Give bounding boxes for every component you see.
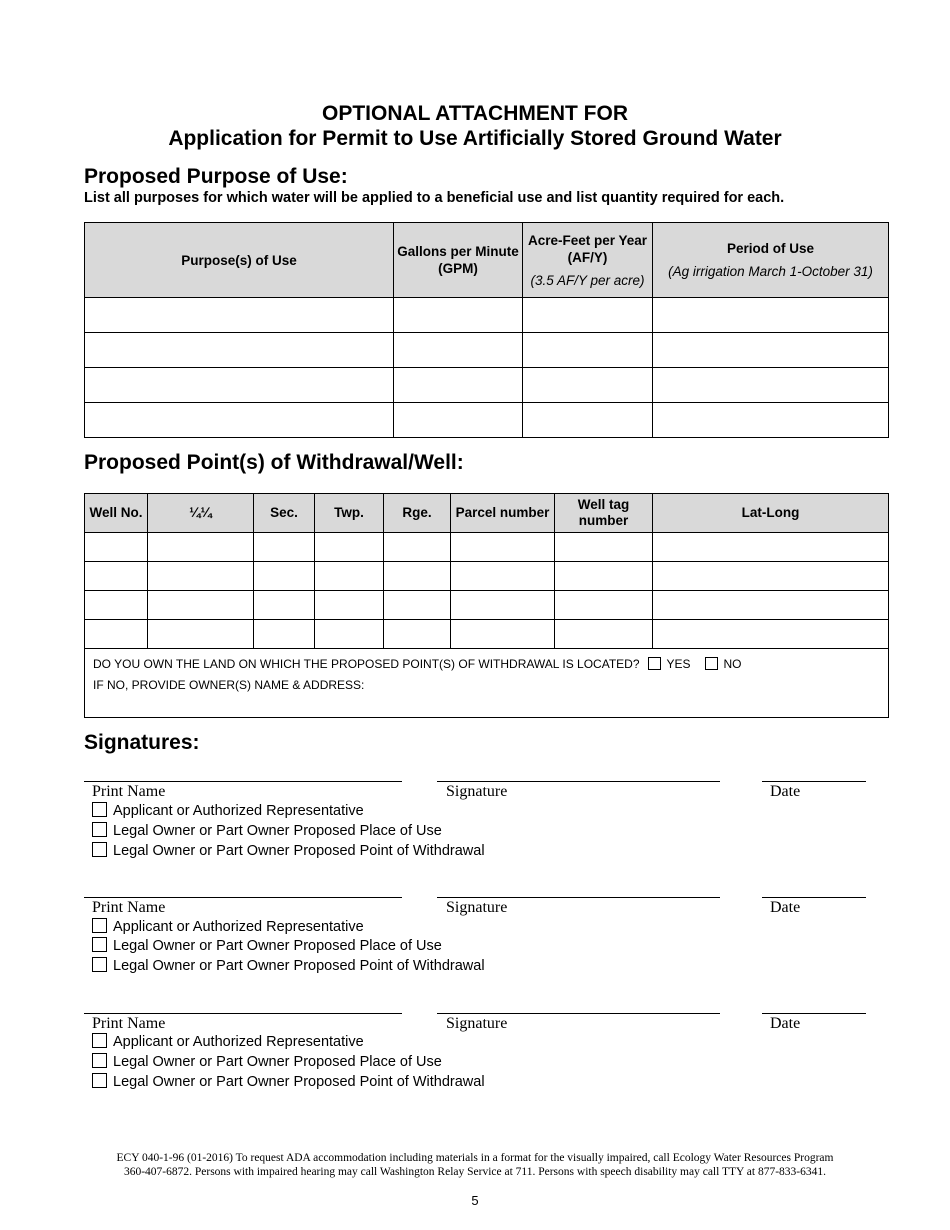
yes-label: YES	[666, 657, 691, 671]
print-name-label: Print Name	[92, 783, 166, 800]
own-land-question: DO YOU OWN THE LAND ON WHICH THE PROPOSED POINT(S) OF WITHDRAWAL IS LOCATED?	[93, 657, 640, 671]
period-cell[interactable]	[653, 368, 889, 403]
table-row	[85, 620, 889, 649]
col-lat-long: Lat-Long	[653, 494, 889, 533]
option-place-of-use[interactable]: Legal Owner or Part Owner Proposed Place of Use	[92, 1052, 442, 1072]
signature-line[interactable]	[437, 1013, 720, 1014]
purpose-cell[interactable]	[85, 298, 394, 333]
well-cell[interactable]	[254, 533, 315, 562]
option-place-of-use[interactable]: Legal Owner or Part Owner Proposed Place of Use	[92, 821, 442, 841]
well-cell[interactable]	[315, 620, 384, 649]
col-period-note: (Ag irrigation March 1-October 31)	[668, 264, 873, 279]
option-applicant[interactable]: Applicant or Authorized Representative	[92, 1032, 364, 1052]
well-cell[interactable]	[653, 591, 889, 620]
well-cell[interactable]	[451, 591, 555, 620]
option-point-withdrawal[interactable]: Legal Owner or Part Owner Proposed Point of Withdrawal	[92, 841, 485, 861]
well-cell[interactable]	[384, 591, 451, 620]
gpm-cell[interactable]	[394, 333, 523, 368]
well-cell[interactable]	[653, 533, 889, 562]
col-twp: Twp.	[315, 494, 384, 533]
purpose-cell[interactable]	[85, 333, 394, 368]
well-cell[interactable]	[85, 591, 148, 620]
footer-line2: 360-407-6872. Persons with impaired hearing may call Washington Relay Service at 711. Persons with speech disability may call TTY at 877-833-6341.	[123, 1166, 827, 1178]
place-of-use-checkbox[interactable]	[92, 1053, 107, 1068]
gpm-cell[interactable]	[394, 368, 523, 403]
well-cell[interactable]	[85, 620, 148, 649]
form-title-line1: OPTIONAL ATTACHMENT FOR	[321, 102, 629, 125]
well-cell[interactable]	[315, 562, 384, 591]
place-of-use-checkbox[interactable]	[92, 822, 107, 837]
gpm-cell[interactable]	[394, 298, 523, 333]
page-number: 5	[471, 1193, 479, 1208]
applicant-checkbox[interactable]	[92, 918, 107, 933]
table-row	[85, 333, 889, 368]
point-withdrawal-checkbox[interactable]	[92, 842, 107, 857]
signatures-heading: Signatures:	[84, 731, 200, 754]
signature-label: Signature	[446, 1015, 508, 1032]
table-row	[85, 298, 889, 333]
date-label: Date	[770, 1015, 801, 1032]
well-cell[interactable]	[148, 620, 254, 649]
withdrawal-heading: Proposed Point(s) of Withdrawal/Well:	[84, 451, 464, 474]
purpose-instruction: List all purposes for which water will be applied to a beneficial use and list quantity required for each.	[84, 190, 785, 206]
col-well-no: Well No.	[85, 494, 148, 533]
point-withdrawal-checkbox[interactable]	[92, 1073, 107, 1088]
table-row	[85, 533, 889, 562]
own-land-row	[93, 654, 880, 675]
period-cell[interactable]	[653, 403, 889, 438]
print-name-label: Print Name	[92, 899, 166, 916]
table-row	[85, 368, 889, 403]
owner-prompt: IF NO, PROVIDE OWNER(S) NAME & ADDRESS:	[93, 678, 365, 692]
well-cell[interactable]	[315, 533, 384, 562]
well-cell[interactable]	[254, 591, 315, 620]
well-cell[interactable]	[555, 562, 653, 591]
well-cell[interactable]	[555, 533, 653, 562]
purpose-cell[interactable]	[85, 368, 394, 403]
table-row	[85, 562, 889, 591]
well-cell[interactable]	[148, 591, 254, 620]
well-cell[interactable]	[451, 620, 555, 649]
period-cell[interactable]	[653, 298, 889, 333]
well-cell[interactable]	[384, 533, 451, 562]
signature-label: Signature	[446, 899, 508, 916]
point-withdrawal-checkbox[interactable]	[92, 957, 107, 972]
print-name-label: Print Name	[92, 1015, 166, 1032]
well-cell[interactable]	[555, 620, 653, 649]
yes-checkbox[interactable]	[648, 657, 661, 670]
well-cell[interactable]	[653, 620, 889, 649]
well-table	[84, 493, 889, 718]
option-applicant[interactable]: Applicant or Authorized Representative	[92, 801, 364, 821]
table-row	[85, 591, 889, 620]
well-cell[interactable]	[148, 533, 254, 562]
date-label: Date	[770, 783, 801, 800]
afy-cell[interactable]	[523, 403, 653, 438]
purpose-heading: Proposed Purpose of Use:	[84, 165, 348, 188]
no-checkbox[interactable]	[705, 657, 718, 670]
signature-line[interactable]	[437, 897, 720, 898]
well-cell[interactable]	[653, 562, 889, 591]
date-line[interactable]	[762, 781, 866, 782]
option-point-withdrawal[interactable]: Legal Owner or Part Owner Proposed Point of Withdrawal	[92, 1072, 485, 1092]
table-row	[85, 403, 889, 438]
well-cell[interactable]	[254, 562, 315, 591]
well-cell[interactable]	[384, 562, 451, 591]
col-quarter: ¼¼	[148, 494, 254, 533]
purpose-table	[84, 222, 889, 438]
well-cell[interactable]	[451, 533, 555, 562]
purpose-cell[interactable]	[85, 403, 394, 438]
option-applicant[interactable]: Applicant or Authorized Representative	[92, 917, 364, 937]
option-place-of-use[interactable]: Legal Owner or Part Owner Proposed Place of Use	[92, 936, 442, 956]
applicant-checkbox[interactable]	[92, 1033, 107, 1048]
footer-line1: ECY 040-1-96 (01-2016) To request ADA accommodation including materials in a format for the visually impaired, call Ecology Water Resources Program	[116, 1152, 834, 1164]
well-cell[interactable]	[85, 562, 148, 591]
signature-label: Signature	[446, 783, 508, 800]
place-of-use-checkbox[interactable]	[92, 937, 107, 952]
date-label: Date	[770, 899, 801, 916]
col-sec: Sec.	[254, 494, 315, 533]
afy-cell[interactable]	[523, 298, 653, 333]
period-cell[interactable]	[653, 333, 889, 368]
form-title-line2: Application for Permit to Use Artificially Stored Ground Water	[168, 127, 782, 150]
well-cell[interactable]	[555, 591, 653, 620]
well-cell[interactable]	[85, 533, 148, 562]
option-point-withdrawal[interactable]: Legal Owner or Part Owner Proposed Point of Withdrawal	[92, 956, 485, 976]
date-line[interactable]	[762, 1013, 866, 1014]
well-cell[interactable]	[148, 562, 254, 591]
col-well-tag: Well tag number	[555, 494, 653, 533]
well-cell[interactable]	[384, 620, 451, 649]
col-period: Period of Use (Ag irrigation March 1-October 31)	[653, 223, 889, 298]
no-label: NO	[723, 657, 742, 671]
print-name-line[interactable]	[84, 781, 402, 782]
well-cell[interactable]	[254, 620, 315, 649]
afy-cell[interactable]	[523, 333, 653, 368]
signature-line[interactable]	[437, 781, 720, 782]
print-name-line[interactable]	[84, 897, 402, 898]
well-cell[interactable]	[451, 562, 555, 591]
well-cell[interactable]	[315, 591, 384, 620]
gpm-cell[interactable]	[394, 403, 523, 438]
col-rge: Rge.	[384, 494, 451, 533]
col-afy: Acre-Feet per Year (AF/Y) (3.5 AF/Y per acre)	[523, 223, 653, 298]
afy-cell[interactable]	[523, 368, 653, 403]
applicant-checkbox[interactable]	[92, 802, 107, 817]
col-parcel: Parcel number	[451, 494, 555, 533]
land-ownership-cell	[85, 649, 889, 718]
col-purpose: Purpose(s) of Use	[85, 223, 394, 298]
print-name-line[interactable]	[84, 1013, 402, 1014]
date-line[interactable]	[762, 897, 866, 898]
col-afy-note: (3.5 AF/Y per acre)	[530, 272, 645, 288]
col-gpm: Gallons per Minute (GPM)	[394, 223, 523, 298]
